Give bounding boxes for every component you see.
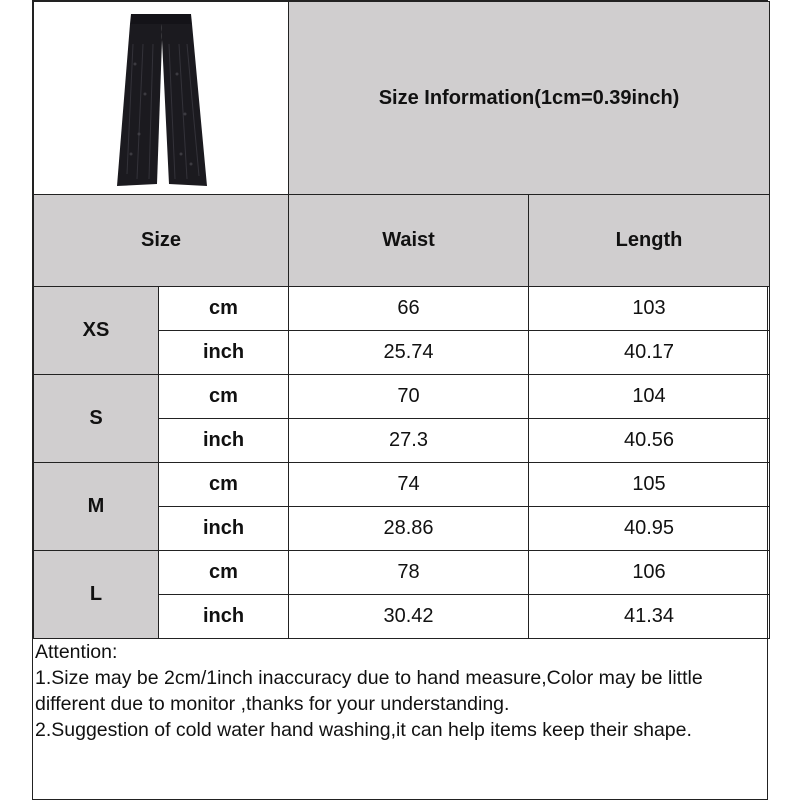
size-column-header: Size <box>34 195 289 287</box>
unit-cm: cm <box>159 375 289 419</box>
waist-value: 30.42 <box>289 595 529 639</box>
waist-value: 70 <box>289 375 529 419</box>
waist-value: 78 <box>289 551 529 595</box>
waist-column-header: Waist <box>289 195 529 287</box>
attention-note-1: 1.Size may be 2cm/1inch inaccuracy due to hand measure,Color may be little different due to monitor ,thanks for your understanding. <box>35 667 703 715</box>
length-value: 104 <box>529 375 770 419</box>
waist-value: 27.3 <box>289 419 529 463</box>
product-image-cell <box>34 2 289 195</box>
unit-inch: inch <box>159 419 289 463</box>
length-value: 40.17 <box>529 331 770 375</box>
length-value: 103 <box>529 287 770 331</box>
black-wide-leg-pants-icon <box>65 4 257 192</box>
size-chart-sheet <box>32 0 768 800</box>
size-info-title: Size Information(1cm=0.39inch) <box>289 2 770 195</box>
length-value: 105 <box>529 463 770 507</box>
unit-cm: cm <box>159 287 289 331</box>
size-label-s: S <box>34 375 159 463</box>
unit-inch: inch <box>159 507 289 551</box>
attention-note-2: 2.Suggestion of cold water hand washing,it can help items keep their shape. <box>35 719 692 741</box>
size-label-l: L <box>34 551 159 639</box>
length-value: 40.95 <box>529 507 770 551</box>
size-label-xs: XS <box>34 287 159 375</box>
length-column-header: Length <box>529 195 770 287</box>
unit-cm: cm <box>159 463 289 507</box>
waist-value: 74 <box>289 463 529 507</box>
unit-cm: cm <box>159 551 289 595</box>
waist-value: 25.74 <box>289 331 529 375</box>
size-label-m: M <box>34 463 159 551</box>
length-value: 106 <box>529 551 770 595</box>
length-value: 40.56 <box>529 419 770 463</box>
unit-inch: inch <box>159 331 289 375</box>
unit-inch: inch <box>159 595 289 639</box>
size-table <box>33 1 770 639</box>
waist-value: 28.86 <box>289 507 529 551</box>
length-value: 41.34 <box>529 595 770 639</box>
waist-value: 66 <box>289 287 529 331</box>
attention-heading: Attention: <box>35 641 118 663</box>
attention-notes <box>35 639 765 743</box>
